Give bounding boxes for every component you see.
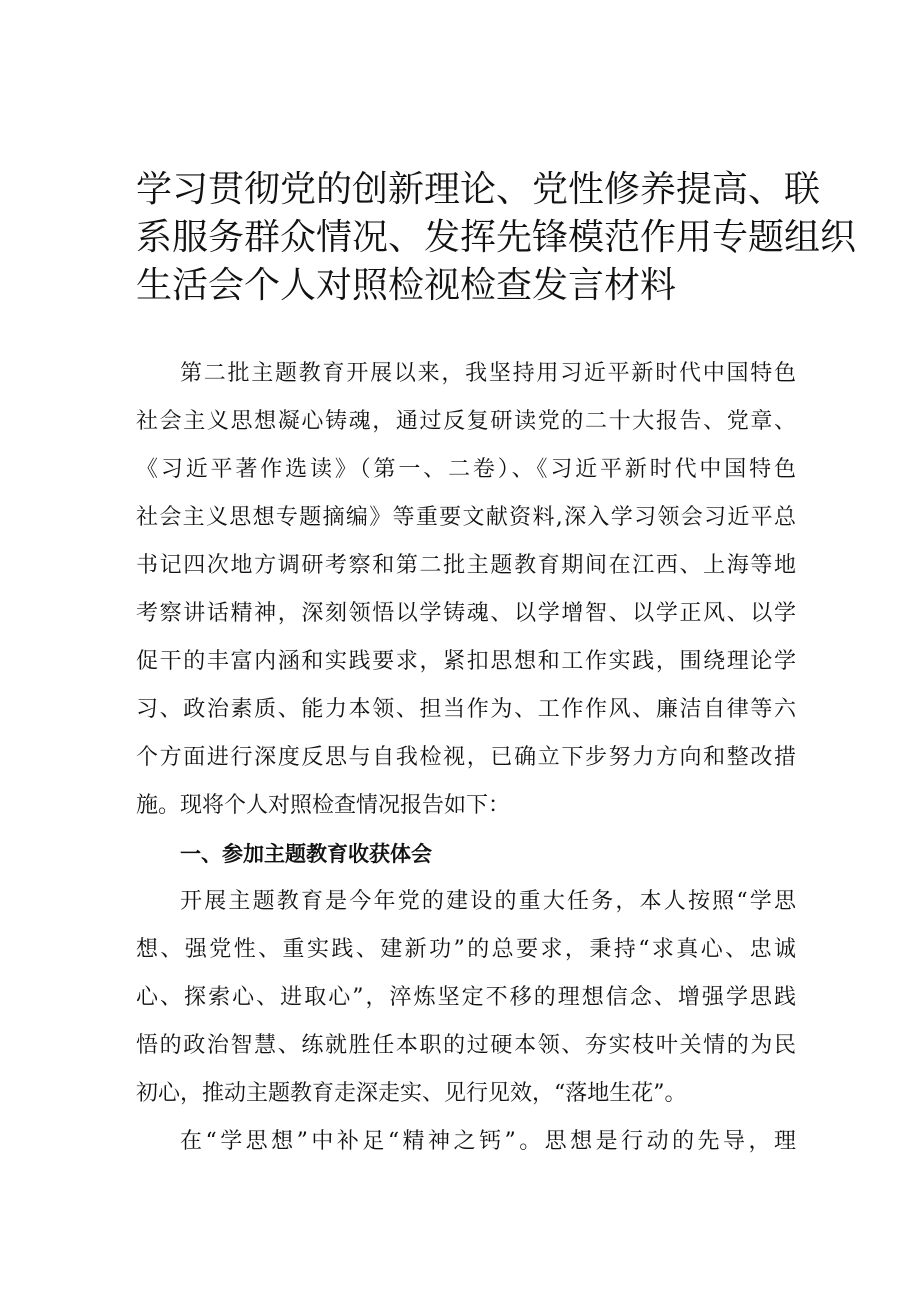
- text-line: 考察讲话精神，深刻领悟以学铸魂、以学增智、以学正风、以学: [136, 601, 796, 626]
- text-line: 第二批主题教育开展以来，我坚持用习近平新时代中国特色: [180, 361, 796, 386]
- title-line: 生活会个人对照检视检查发言材料: [136, 265, 677, 306]
- title-line: 系服务群众情况、发挥先锋模范作用专题组织: [136, 217, 857, 258]
- text-line: 心、探索心、进取心”，淬炼坚定不移的理想信念、增强学思践: [136, 985, 796, 1010]
- text-line: 社会主义思想专题摘编》等重要文献资料,深入学习领会习近平总: [136, 505, 796, 530]
- text-line: 促干的丰富内涵和实践要求，紧扣思想和工作实践，围绕理论学: [136, 649, 796, 674]
- text-line: 施。现将个人对照检查情况报告如下：: [136, 793, 511, 818]
- text-line: 书记四次地方调研考察和第二批主题教育期间在江西、上海等地: [136, 553, 796, 578]
- text-line: 习、政治素质、能力本领、担当作为、工作作风、廉洁自律等六: [136, 697, 796, 722]
- paragraph-intro: [136, 350, 796, 830]
- paragraph-section-1-sub: [136, 1118, 796, 1166]
- text-line: 社会主义思想凝心铸魂，通过反复研读党的二十大报告、党章、: [136, 409, 796, 434]
- text-line: 个方面进行深度反思与自我检视，已确立下步努力方向和整改措: [136, 745, 796, 770]
- document-body: [136, 350, 796, 1166]
- text-line: 《习近平著作选读》（第一、二卷）、《习近平新时代中国特色: [136, 457, 796, 482]
- title-line: 学习贯彻党的创新理论、党性修养提高、联: [136, 169, 821, 210]
- text-line: 悟的政治智慧、练就胜任本职的过硬本领、夯实枝叶关情的为民: [136, 1033, 796, 1058]
- paragraph-section-1: [136, 878, 796, 1118]
- document-title: [136, 166, 857, 310]
- text-line: 开展主题教育是今年党的建设的重大任务，本人按照“学思: [180, 889, 796, 914]
- text-line: 想、强党性、重实践、建新功”的总要求，秉持“求真心、忠诚: [136, 937, 796, 962]
- text-line: 在“学思想”中补足“精神之钙”。思想是行动的先导，理: [180, 1129, 796, 1154]
- section-heading: 一、参加主题教育收获体会: [180, 842, 432, 866]
- text-line: 初心，推动主题教育走深走实、见行见效，“落地生花”。: [136, 1081, 687, 1106]
